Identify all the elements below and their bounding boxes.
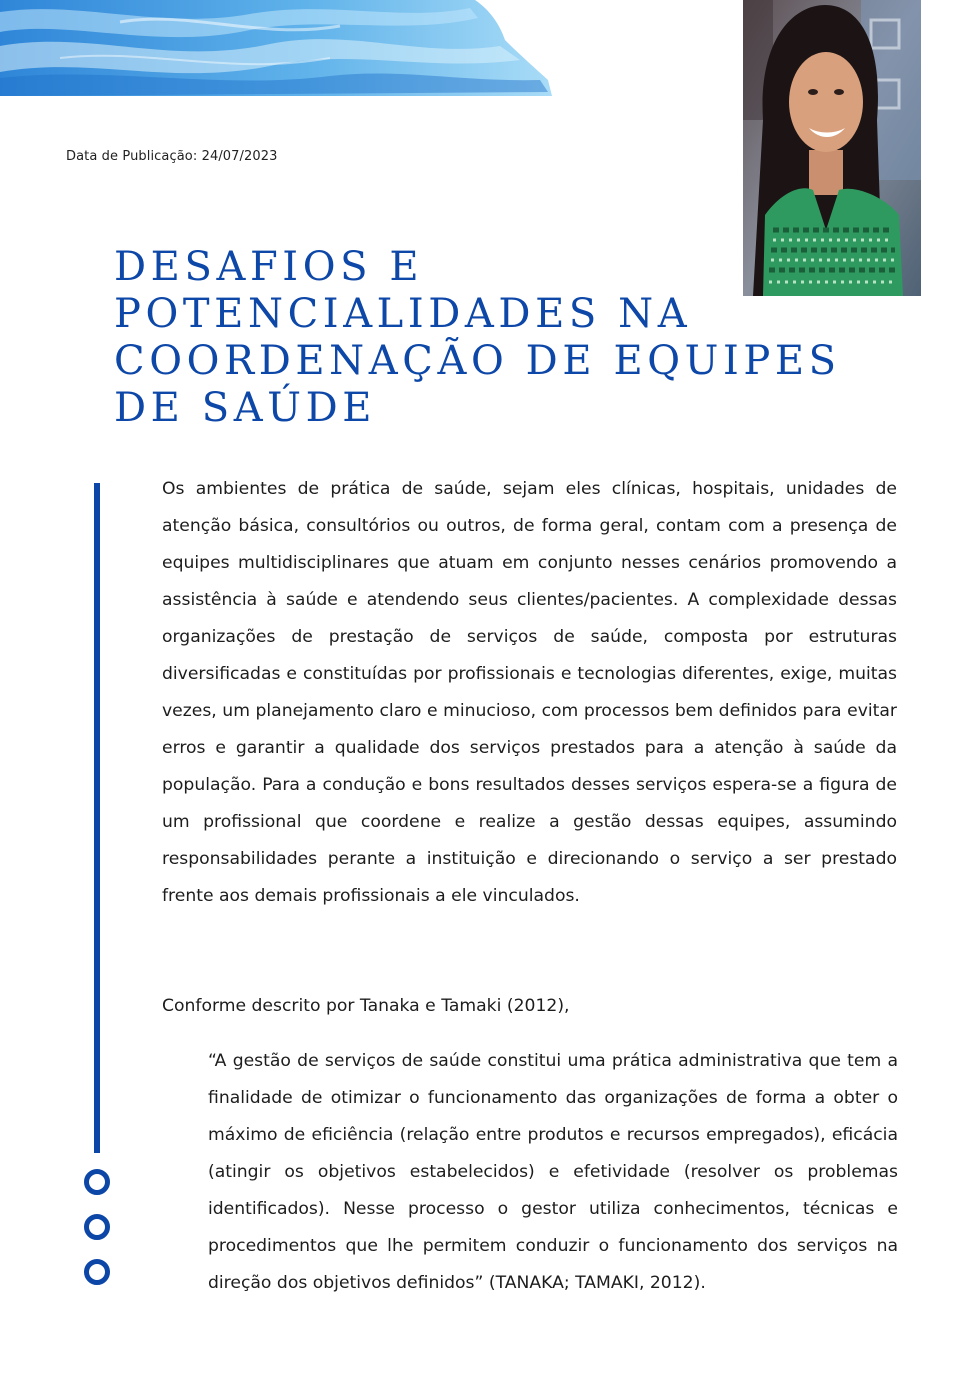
ring-bullet-icon <box>84 1214 110 1240</box>
title-line: DESAFIOS E <box>114 244 424 290</box>
block-quote: “A gestão de serviços de saúde constitui uma prática administrativa que tem a finalidade de otimizar o funcionamento das organizações de forma a obter o máximo de eficiência (relação entre produtos e recursos empregados), eficácia (atingir os objetivos estabelecidos) e efetividade (resolver os problemas identificados). Nesse processo o gestor utiliza conhecimentos, técnicas e procedimentos que lhe permitem conduzir o funcionamento dos serviços na direção dos objetivos definidos” (TANAKA; TAMAKI, 2012). <box>208 1051 898 1293</box>
paragraph: Os ambientes de prática de saúde, sejam eles clínicas, hospitais, unidades de atenção básica, consultórios ou outros, de forma geral, contam com a presença de equipes multidisciplinares que atuam em conjunto nesses cenários promovendo a assistência à saúde e atendendo seus clientes/pacientes. A complexidade dessas organizações de prestação de serviços de saúde, composta por estruturas diversificadas e constituídas por profissionais e tecnologias diferentes, exige, muitas vezes, um planejamento claro e minucioso, com processos bem definidos para evitar erros e garantir a qualidade dos serviços prestados para a atenção à saúde da população. Para a condução e bons resultados desses serviços espera-se a figura de um profissional que coordene e realize a gestão dessas equipes, assumindo responsabilidades perante a instituição e direcionando o serviço a ser prestado frente aos demais profissionais a ele vinculados. <box>162 479 897 906</box>
citation-intro: Conforme descrito por Tanaka e Tamaki (2012), <box>162 996 570 1016</box>
ring-bullet-icon <box>84 1169 110 1195</box>
watercolor-wave-decoration <box>0 0 552 100</box>
title-line: DE SAÚDE <box>114 385 377 431</box>
ring-bullet-icon <box>84 1259 110 1285</box>
title-line: POTENCIALIDADES NA <box>114 291 692 337</box>
title-line: COORDENAÇÃO DE EQUIPES <box>114 338 841 384</box>
vertical-accent-bar <box>94 483 100 1153</box>
article-title <box>114 244 914 432</box>
article-body <box>162 471 897 915</box>
publication-date: Data de Publicação: 24/07/2023 <box>66 149 278 164</box>
